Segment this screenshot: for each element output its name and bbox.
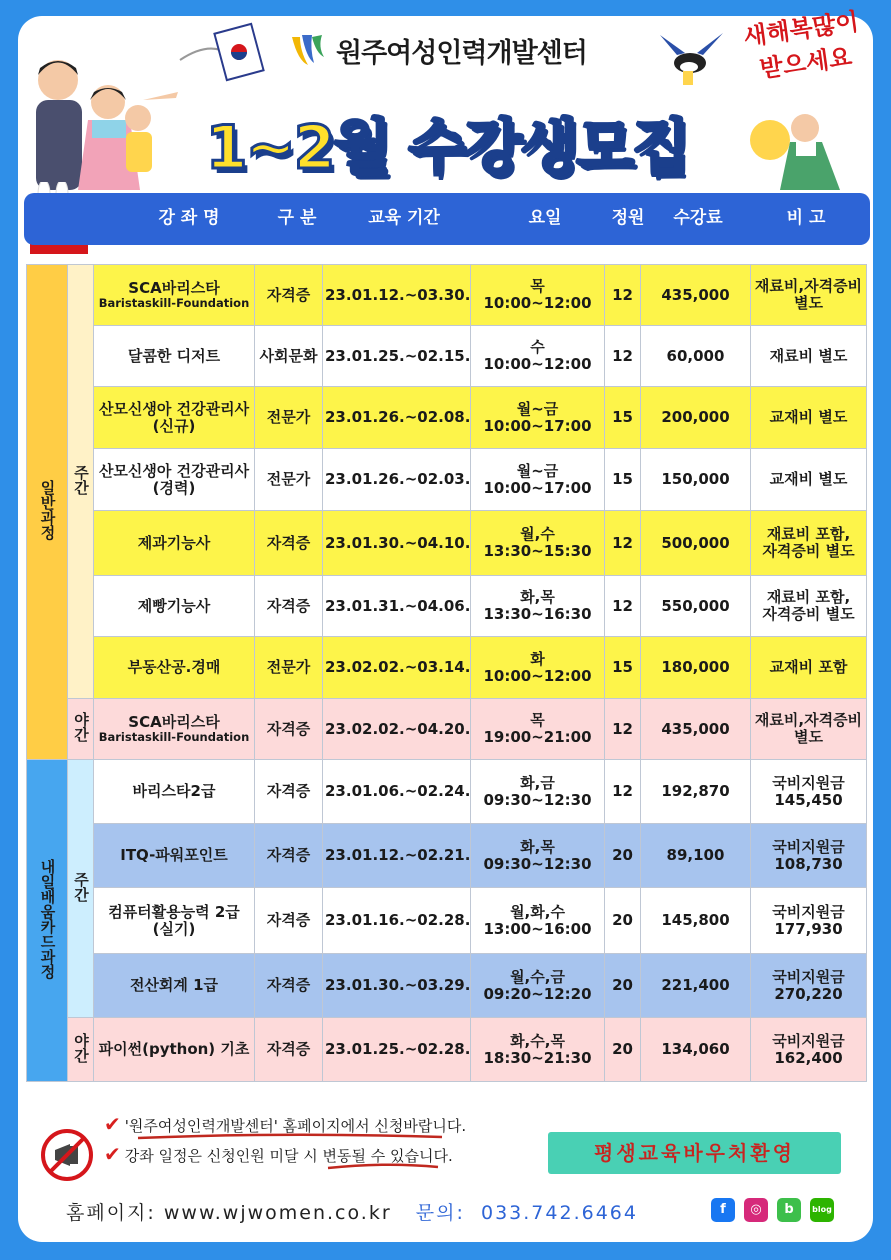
course-time: 09:20~12:20 xyxy=(483,984,592,1003)
table-row xyxy=(27,888,867,954)
course-capacity: 15 xyxy=(605,449,641,511)
subgroup-day xyxy=(68,265,94,699)
course-note xyxy=(751,824,867,888)
subgroup-day xyxy=(68,760,94,1018)
course-type: 전문가 xyxy=(255,637,323,699)
course-days: 월~금 xyxy=(516,399,559,418)
col-header-course: 강 좌 명 xyxy=(158,208,220,228)
table-row xyxy=(27,265,867,326)
table-row xyxy=(27,576,867,637)
check-icon: ✔ xyxy=(104,1112,121,1136)
course-capacity: 12 xyxy=(605,760,641,824)
course-days: 수 xyxy=(530,338,545,356)
course-type: 전문가 xyxy=(255,387,323,449)
instagram-icon[interactable]: ◎ xyxy=(744,1198,768,1222)
footer-contact xyxy=(66,1198,638,1225)
course-title: 파이썬(python) 기초 xyxy=(98,1040,250,1058)
facebook-icon[interactable]: f xyxy=(711,1198,735,1222)
course-days: 목 xyxy=(530,711,545,729)
course-subtitle: (실기) xyxy=(152,919,196,938)
course-name xyxy=(94,954,255,1018)
course-fee: 134,060 xyxy=(641,1018,751,1082)
course-period: 23.01.30.~03.29. xyxy=(323,954,471,1018)
course-fee: 60,000 xyxy=(641,326,751,387)
course-name xyxy=(94,888,255,954)
course-name xyxy=(94,824,255,888)
table-row xyxy=(27,511,867,576)
course-name xyxy=(94,1018,255,1082)
course-note xyxy=(751,1018,867,1082)
course-time: 09:30~12:30 xyxy=(483,790,592,809)
course-type: 자격증 xyxy=(255,576,323,637)
col-header-days: 요일 xyxy=(528,208,562,228)
course-fee: 192,870 xyxy=(641,760,751,824)
course-fee: 221,400 xyxy=(641,954,751,1018)
course-time: 09:30~12:30 xyxy=(483,854,592,873)
course-note-line-1: 재료비,자격증비 xyxy=(754,711,863,729)
contact-label: 문의: xyxy=(415,1202,465,1224)
course-days: 화,목 xyxy=(520,837,555,856)
course-title: 제과기능사 xyxy=(137,533,211,552)
course-note-line-1: 국비지원금 xyxy=(772,967,845,986)
org-logo-icon xyxy=(288,31,326,69)
greeting-line-2: 받으세요 xyxy=(757,41,854,84)
course-fee: 500,000 xyxy=(641,511,751,576)
group-card xyxy=(27,760,68,1082)
course-type: 사회문화 xyxy=(255,326,323,387)
course-type: 자격증 xyxy=(255,699,323,760)
subgroup-day-label: 주간 xyxy=(72,464,90,495)
course-fee: 550,000 xyxy=(641,576,751,637)
course-note-line-1: 국비지원금 xyxy=(772,773,845,792)
course-note-line-2: 108,730 xyxy=(774,854,843,873)
underline-decoration xyxy=(136,1132,446,1142)
course-schedule-table xyxy=(26,264,867,1082)
table-row xyxy=(27,760,867,824)
course-time: 13:30~15:30 xyxy=(483,542,592,560)
subgroup-night xyxy=(68,699,94,760)
blog-icon[interactable]: blog xyxy=(810,1198,834,1222)
course-capacity: 12 xyxy=(605,265,641,326)
course-time: 19:00~21:00 xyxy=(483,728,592,746)
course-title: 제빵기능사 xyxy=(137,596,211,615)
course-name xyxy=(94,265,255,326)
course-title: 전산회계 1급 xyxy=(129,976,219,994)
course-time: 10:00~12:00 xyxy=(483,294,592,312)
col-header-period: 교육 기간 xyxy=(368,208,440,228)
course-capacity: 12 xyxy=(605,511,641,576)
course-type: 자격증 xyxy=(255,265,323,326)
course-capacity: 12 xyxy=(605,699,641,760)
course-period: 23.01.25.~02.28. xyxy=(323,1018,471,1082)
course-fee: 145,800 xyxy=(641,888,751,954)
course-schedule xyxy=(471,387,605,449)
col-header-capacity: 정원 xyxy=(611,208,645,228)
course-fee: 180,000 xyxy=(641,637,751,699)
course-period: 23.02.02.~03.14. xyxy=(323,637,471,699)
course-capacity: 20 xyxy=(605,954,641,1018)
new-year-greeting xyxy=(734,3,875,110)
headline: 1~2월 수강생모집 xyxy=(205,113,689,183)
subgroup-day-label: 주간 xyxy=(72,871,90,902)
course-subtitle: Baristaskill-Foundation xyxy=(98,730,250,744)
group-general xyxy=(27,265,68,760)
course-schedule xyxy=(471,699,605,760)
course-fee: 89,100 xyxy=(641,824,751,888)
course-note: 재료비 별도 xyxy=(751,326,867,387)
course-schedule xyxy=(471,1018,605,1082)
course-type: 자격증 xyxy=(255,1018,323,1082)
course-period: 23.01.06.~02.24. xyxy=(323,760,471,824)
megaphone-icon xyxy=(40,1128,94,1182)
course-time: 10:00~17:00 xyxy=(483,478,592,497)
subgroup-night-label: 야간 xyxy=(72,712,90,742)
course-note-line-1: 국비지원금 xyxy=(772,902,845,921)
course-subtitle: (신규) xyxy=(152,416,196,435)
course-note-line-2: 145,450 xyxy=(774,790,843,809)
table-row xyxy=(27,824,867,888)
course-days: 목 xyxy=(530,277,545,295)
course-title: 부동산공.경매 xyxy=(127,658,221,676)
course-name xyxy=(94,326,255,387)
course-subtitle: Baristaskill-Foundation xyxy=(98,296,250,310)
course-note-line-2: 177,930 xyxy=(774,919,843,938)
group-card-label: 내일배움카드과정 xyxy=(38,858,57,979)
course-schedule xyxy=(471,265,605,326)
course-title: 산모신생아 건강관리사 xyxy=(98,461,250,480)
course-name xyxy=(94,576,255,637)
course-name xyxy=(94,699,255,760)
table-row xyxy=(27,637,867,699)
course-title: ITQ-파워포인트 xyxy=(120,846,228,864)
course-fee: 435,000 xyxy=(641,699,751,760)
course-title: SCA바리스타 xyxy=(128,713,220,731)
course-schedule xyxy=(471,760,605,824)
course-note-line-2: 별도 xyxy=(794,728,823,746)
course-fee: 150,000 xyxy=(641,449,751,511)
table-header-bar xyxy=(24,193,870,245)
course-days: 월~금 xyxy=(516,461,559,480)
course-note xyxy=(751,954,867,1018)
course-schedule xyxy=(471,954,605,1018)
course-name xyxy=(94,449,255,511)
contact-phone[interactable]: 033.742.6464 xyxy=(481,1202,638,1224)
greeting-line-1: 새해복많이 xyxy=(741,6,861,52)
course-capacity: 20 xyxy=(605,1018,641,1082)
course-name xyxy=(94,637,255,699)
course-capacity: 15 xyxy=(605,637,641,699)
course-days: 화,목 xyxy=(520,588,555,606)
course-note-line-2: 270,220 xyxy=(774,984,843,1003)
course-name xyxy=(94,387,255,449)
homepage-url[interactable]: www.wjwomen.co.kr xyxy=(163,1202,392,1224)
course-schedule xyxy=(471,576,605,637)
table-row xyxy=(27,387,867,449)
course-fee: 200,000 xyxy=(641,387,751,449)
course-period: 23.01.26.~02.08. xyxy=(323,387,471,449)
course-days: 화,금 xyxy=(520,773,555,792)
family-illustration xyxy=(18,40,188,190)
voucher-banner: 평생교육바우처환영 xyxy=(548,1132,841,1174)
table-row xyxy=(27,449,867,511)
course-capacity: 12 xyxy=(605,326,641,387)
course-days: 월,수 xyxy=(520,525,555,543)
notice-1-text: '원주여성인력개발센터' 홈페이지에서 신청바랍니다. xyxy=(124,1117,467,1135)
col-header-fee: 수강료 xyxy=(673,208,723,228)
org-logo xyxy=(288,28,628,72)
course-title: 산모신생아 건강관리사 xyxy=(98,399,250,418)
course-note: 재료비,자격증비 별도 xyxy=(751,265,867,326)
course-schedule xyxy=(471,637,605,699)
course-days: 화 xyxy=(530,649,545,668)
course-type: 전문가 xyxy=(255,449,323,511)
course-title: 바리스타2급 xyxy=(132,782,216,800)
course-period: 23.01.12.~02.21. xyxy=(323,824,471,888)
course-schedule xyxy=(471,449,605,511)
course-schedule xyxy=(471,824,605,888)
check-icon: ✔ xyxy=(104,1142,121,1166)
course-time: 13:30~16:30 xyxy=(483,605,592,623)
org-name: 원주여성인력개발센터 xyxy=(336,37,587,69)
course-note: 교재비 포함 xyxy=(751,637,867,699)
course-type: 자격증 xyxy=(255,824,323,888)
course-capacity: 20 xyxy=(605,824,641,888)
course-note xyxy=(751,888,867,954)
homepage-label: 홈페이지: xyxy=(66,1202,156,1224)
table-row xyxy=(27,1018,867,1082)
course-schedule xyxy=(471,888,605,954)
course-days: 화,수,목 xyxy=(510,1031,565,1050)
course-time: 10:00~12:00 xyxy=(483,355,592,373)
course-type: 자격증 xyxy=(255,511,323,576)
course-note-line-1: 재료비 포함, xyxy=(766,525,851,543)
magpie-illustration xyxy=(655,25,725,95)
course-period: 23.01.31.~04.06. xyxy=(323,576,471,637)
course-period: 23.01.12.~03.30. xyxy=(323,265,471,326)
subgroup-night xyxy=(68,1018,94,1082)
course-note-line-2: 자격증비 별도 xyxy=(762,542,855,560)
course-capacity: 20 xyxy=(605,888,641,954)
course-note xyxy=(751,511,867,576)
course-title: 컴퓨터활용능력 2급 xyxy=(108,902,240,921)
child-hanbok-illustration xyxy=(740,100,860,190)
course-period: 23.01.30.~04.10. xyxy=(323,511,471,576)
course-schedule xyxy=(471,511,605,576)
course-days: 월,화,수 xyxy=(510,902,565,921)
course-time: 18:30~21:30 xyxy=(483,1048,592,1067)
group-general-label: 일반과정 xyxy=(38,480,57,540)
course-capacity: 15 xyxy=(605,387,641,449)
course-type: 자격증 xyxy=(255,760,323,824)
course-title: 달콤한 디저트 xyxy=(127,346,221,365)
course-note xyxy=(751,576,867,637)
course-note-line-2: 162,400 xyxy=(774,1048,843,1067)
table-row xyxy=(27,954,867,1018)
table-row xyxy=(27,699,867,760)
course-type: 자격증 xyxy=(255,888,323,954)
course-subtitle: (경력) xyxy=(152,478,196,497)
course-capacity: 12 xyxy=(605,576,641,637)
subgroup-night-label: 야간 xyxy=(72,1032,90,1063)
course-time: 13:00~16:00 xyxy=(483,919,592,938)
course-period: 23.01.25.~02.15. xyxy=(323,326,471,387)
notice-2-text: 강좌 일정은 신청인원 미달 시 변동될 수 있습니다. xyxy=(124,1147,453,1165)
course-days: 월,수,금 xyxy=(510,967,565,986)
course-note-line-2: 자격증비 별도 xyxy=(762,605,855,623)
course-type: 자격증 xyxy=(255,954,323,1018)
course-title: SCA바리스타 xyxy=(128,279,220,297)
col-header-type: 구 분 xyxy=(277,208,317,228)
col-header-note: 비 고 xyxy=(786,208,826,228)
course-note-line-1: 국비지원금 xyxy=(772,837,845,856)
course-note xyxy=(751,699,867,760)
band-icon[interactable]: b xyxy=(777,1198,801,1222)
course-note-line-1: 재료비 포함, xyxy=(766,588,851,606)
table-row xyxy=(27,326,867,387)
course-note xyxy=(751,760,867,824)
course-time: 10:00~17:00 xyxy=(483,416,592,435)
kite-illustration xyxy=(170,20,270,90)
course-note: 교재비 별도 xyxy=(751,449,867,511)
course-period: 23.01.26.~02.03. xyxy=(323,449,471,511)
course-time: 10:00~12:00 xyxy=(483,666,592,685)
course-note-line-1: 국비지원금 xyxy=(772,1031,845,1050)
underline-decoration xyxy=(326,1162,442,1172)
course-period: 23.01.16.~02.28. xyxy=(323,888,471,954)
course-note: 교재비 별도 xyxy=(751,387,867,449)
course-schedule xyxy=(471,326,605,387)
course-name xyxy=(94,511,255,576)
course-fee: 435,000 xyxy=(641,265,751,326)
course-period: 23.02.02.~04.20. xyxy=(323,699,471,760)
course-name xyxy=(94,760,255,824)
